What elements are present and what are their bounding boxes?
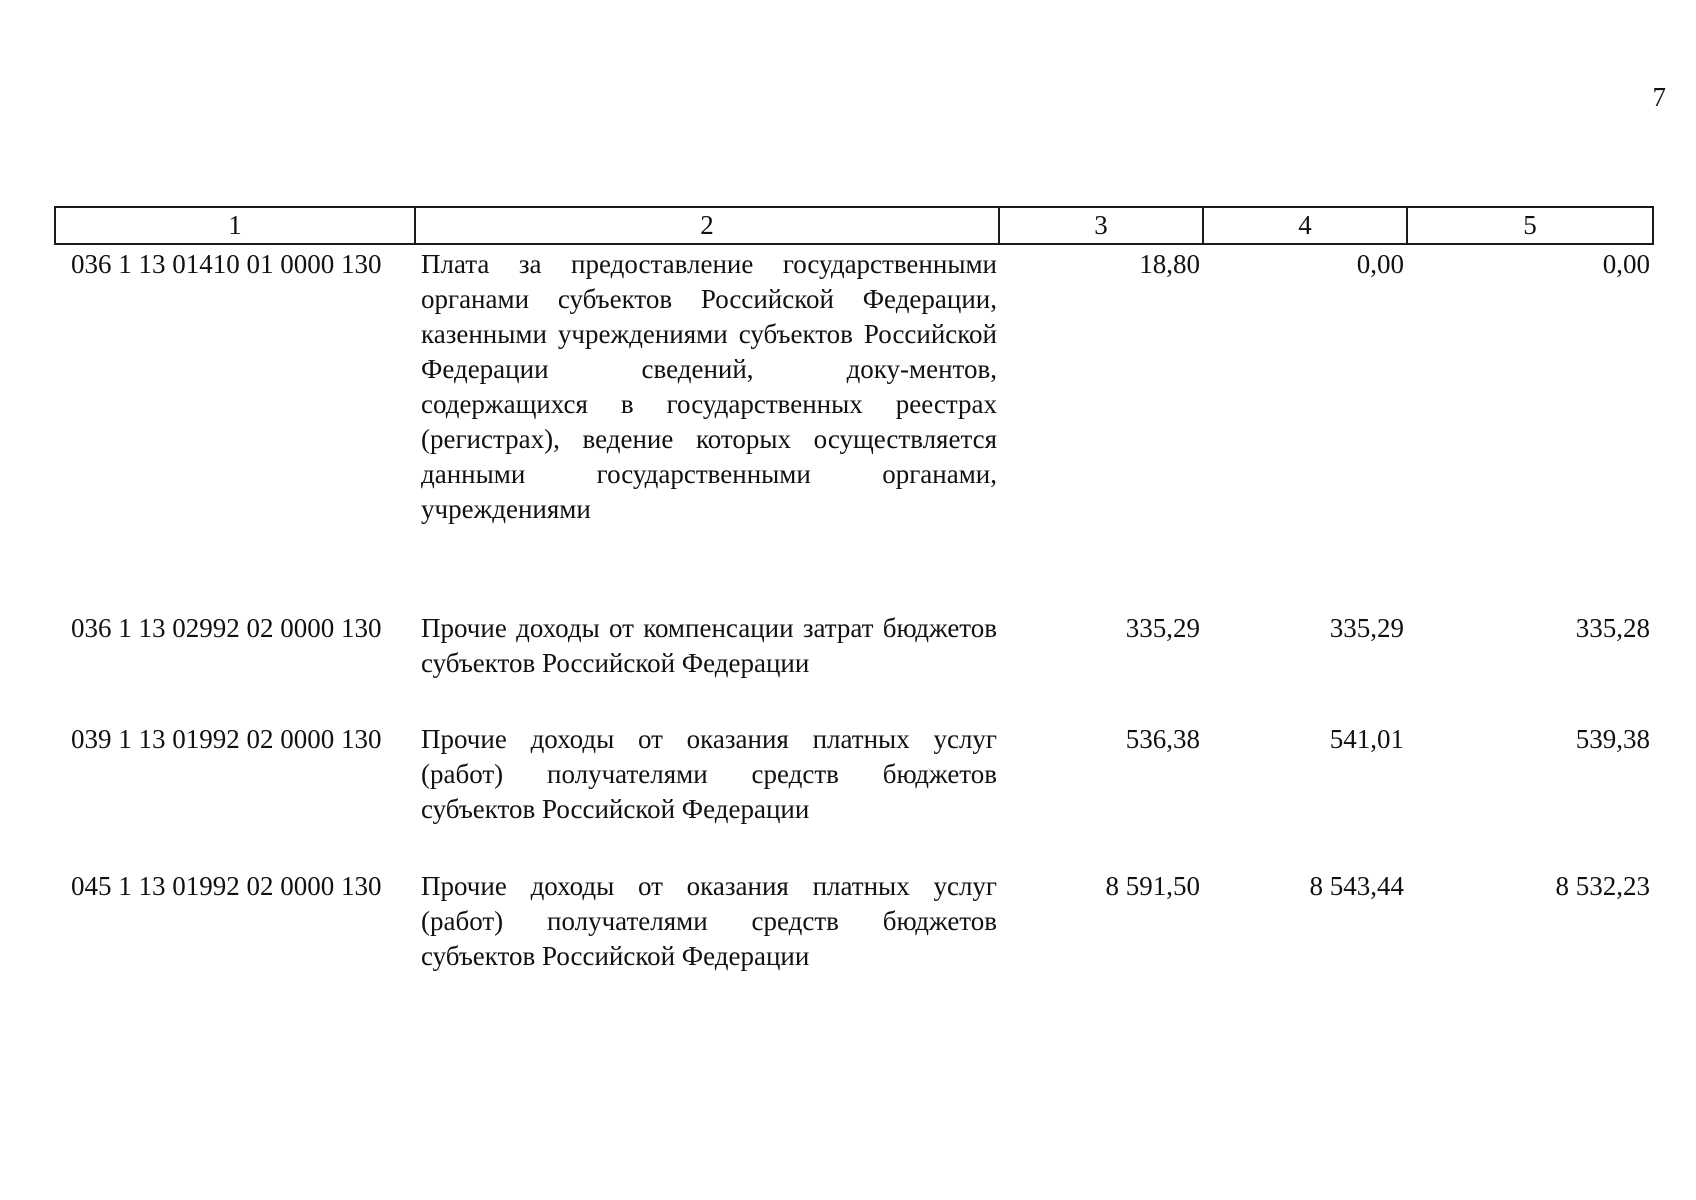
value-col-5: 0,00 [1602,249,1650,279]
budget-revenue-table [54,206,1654,979]
budget-code: 036 1 13 02992 02 0000 130 [71,613,382,643]
value-col-3: 335,29 [1125,613,1200,643]
revenue-description: Плата за предоставление государственными органами субъектов Российской Федерации, казенными учреждениями субъектов Российской Федерации сведений, доку-ментов, содержащихся в государственных реестрах (регистрах), ведение которых осуществляется данными государственными органами, учреждениями [421,249,997,524]
value-col-3: 536,38 [1125,724,1200,754]
header-col-5: 5 [1407,207,1653,244]
header-row [55,207,1653,244]
table-row [55,869,1653,979]
table-row [55,611,1653,722]
value-col-5: 8 532,23 [1555,871,1650,901]
value-col-4: 8 543,44 [1309,871,1404,901]
value-col-3: 8 591,50 [1105,871,1200,901]
value-col-5: 335,28 [1575,613,1650,643]
budget-code: 039 1 13 01992 02 0000 130 [71,724,382,754]
value-col-4: 541,01 [1329,724,1404,754]
header-col-3: 3 [999,207,1203,244]
revenue-description: Прочие доходы от компенсации затрат бюджетов субъектов Российской Федерации [421,613,997,678]
revenue-description: Прочие доходы от оказания платных услуг (работ) получателями средств бюджетов субъектов Российской Федерации [421,871,997,971]
value-col-4: 0,00 [1356,249,1404,279]
table-row [55,722,1653,869]
value-col-5: 539,38 [1575,724,1650,754]
header-col-4: 4 [1203,207,1407,244]
budget-code: 045 1 13 01992 02 0000 130 [71,871,382,901]
header-col-1: 1 [55,207,415,244]
table-body [55,244,1653,979]
table-row [55,244,1653,611]
value-col-4: 335,29 [1329,613,1404,643]
revenue-description: Прочие доходы от оказания платных услуг (работ) получателями средств бюджетов субъектов Российской Федерации [421,724,997,824]
value-col-3: 18,80 [1139,249,1200,279]
table-header [55,207,1653,244]
budget-code: 036 1 13 01410 01 0000 130 [71,249,382,279]
page-number: 7 [1652,82,1666,112]
header-col-2: 2 [415,207,999,244]
